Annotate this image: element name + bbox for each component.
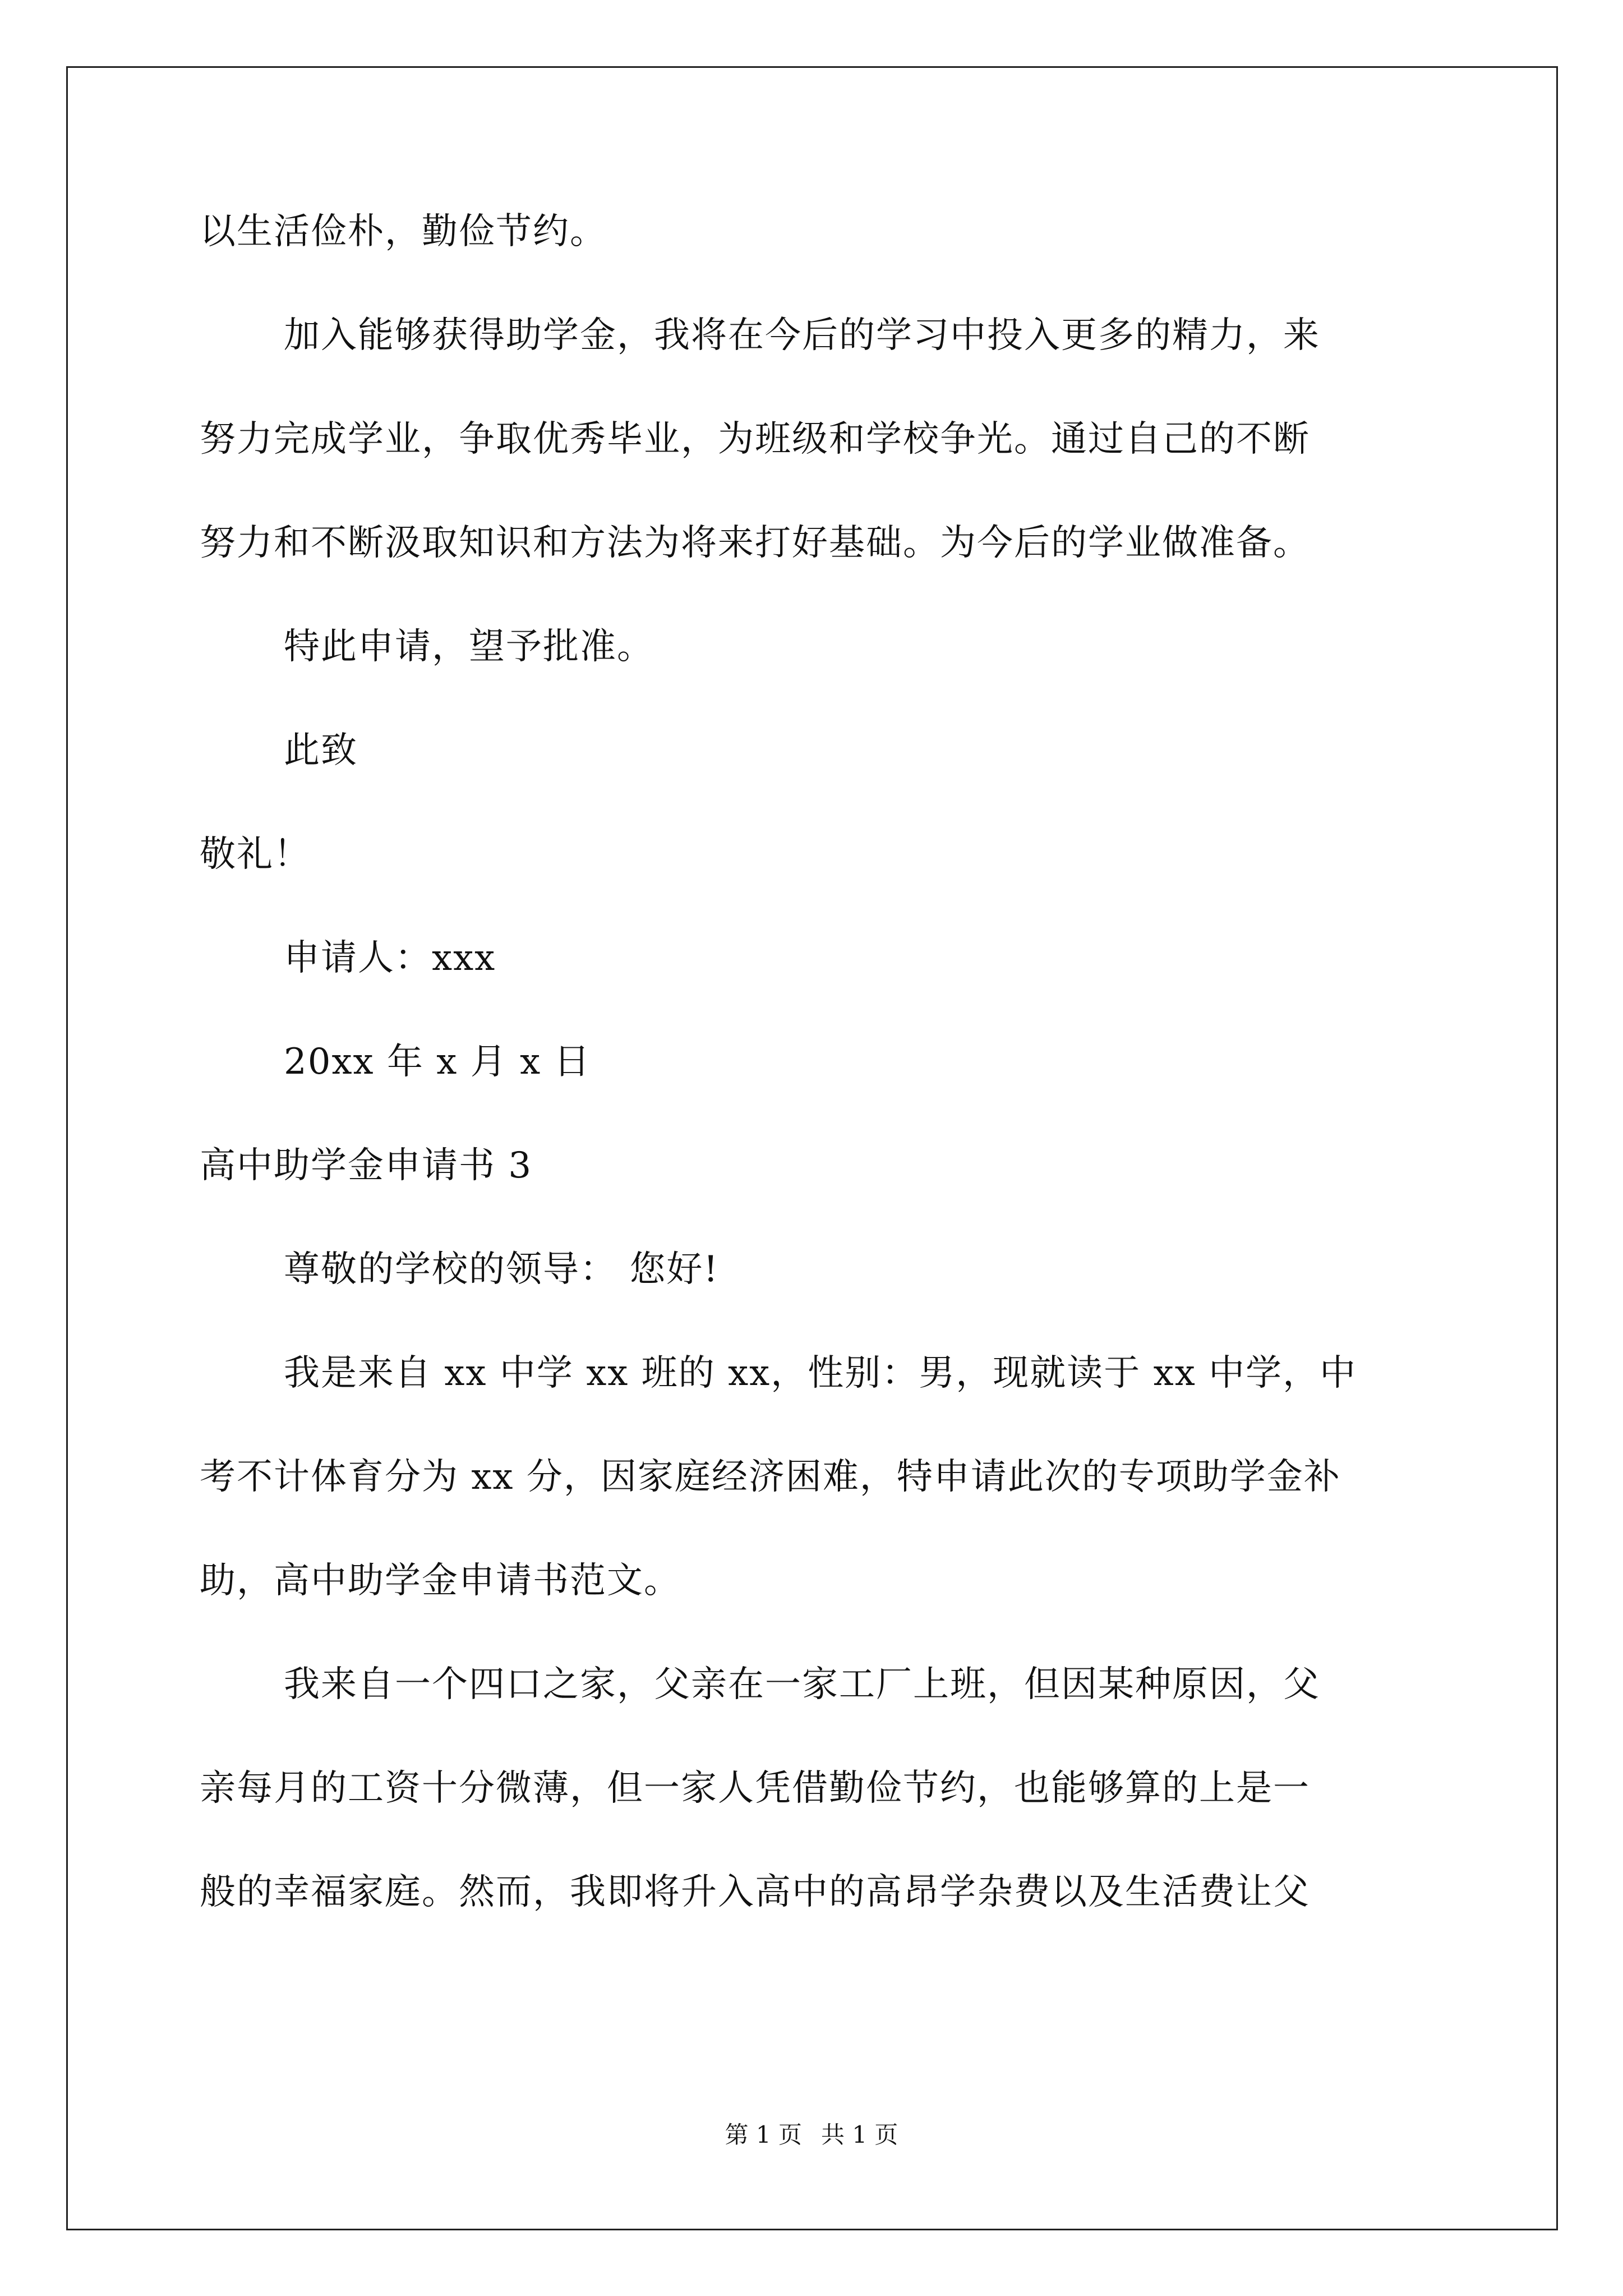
- text-line: 助，高中助学金申请书范文。: [200, 1560, 681, 1602]
- text-line: 特此申请，望予批准。: [284, 626, 654, 668]
- text-line: 努力完成学业，争取优秀毕业，为班级和学校争光。通过自己的不断: [200, 418, 1310, 460]
- page-total: 共 1 页: [821, 2121, 898, 2148]
- text-line: 敬礼！: [200, 834, 311, 875]
- text-line: 般的幸福家庭。然而，我即将升入高中的高昂学杂费以及生活费让父: [200, 1871, 1310, 1913]
- text-line: 加入能够获得助学金，我将在今后的学习中投入更多的精力，来: [284, 315, 1320, 356]
- text-line: 努力和不断汲取知识和方法为将来打好基础。为今后的学业做准备。: [200, 522, 1310, 564]
- page-footer: [0, 2118, 1623, 2152]
- text-line: 考不计体育分为 xx 分，因家庭经济困难，特申请此次的专项助学金补: [200, 1456, 1341, 1498]
- text-line: 此致: [284, 730, 358, 771]
- text-line: 尊敬的学校的领导： 您好!: [284, 1249, 720, 1290]
- page-number: 第 1 页: [725, 2121, 802, 2148]
- text-line: 我是来自 xx 中学 xx 班的 xx，性别：男，现就读于 xx 中学，中: [284, 1352, 1357, 1394]
- text-line: 亲每月的工资十分微薄，但一家人凭借勤俭节约，也能够算的上是一: [200, 1768, 1310, 1809]
- text-line: 申请人：xxx: [284, 937, 496, 979]
- section-heading: 高中助学金申请书 3: [200, 1145, 533, 1186]
- text-line: 20xx 年 x 月 x 日: [284, 1041, 591, 1083]
- text-line: 以生活俭朴，勤俭节约。: [200, 211, 607, 252]
- text-line: 我来自一个四口之家，父亲在一家工厂上班，但因某种原因，父: [284, 1664, 1320, 1705]
